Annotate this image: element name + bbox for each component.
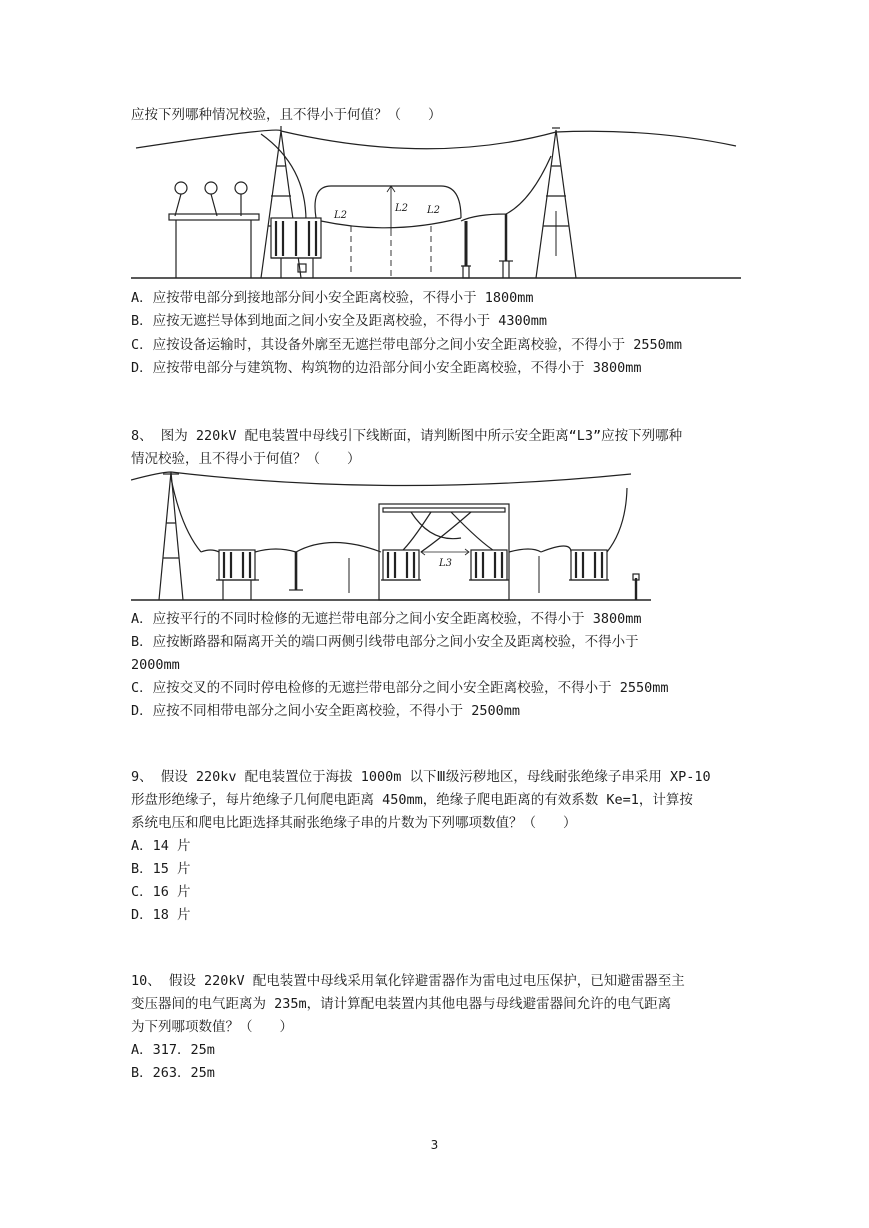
- q10-option-b: B．263．25m: [131, 1065, 215, 1081]
- q8-option-d: D．应按不同相带电部分之间小安全距离校验，不得小于 2500mm: [131, 703, 521, 719]
- q8-option-a: A．应按平行的不同时检修的无遮拦带电部分之间小安全距离校验，不得小于 3800mm: [131, 611, 642, 627]
- q7-option-b: B．应按无遮拦导体到地面之间小安全及距离校验，不得小于 4300mm: [131, 313, 548, 329]
- q9-option-b: B．15 片: [131, 861, 191, 877]
- q7-stem: 应按下列哪种情况校验，且不得小于何值？（ ）: [131, 107, 442, 123]
- q8-option-b-cont: 2000mm: [131, 657, 180, 673]
- q9-stem-line2: 形盘形绝缘子，每片绝缘子几何爬电距离 450mm，绝缘子爬电距离的有效系数 Ke=1，计算按: [131, 792, 693, 808]
- fig1-label-l2-left: L2: [334, 210, 348, 221]
- q10-stem-line3: 为下列哪项数值？（ ）: [131, 1019, 293, 1035]
- fig1-label-l2-right: L2: [427, 205, 441, 216]
- q8-option-c: C．应按交叉的不同时停电检修的无遮拦带电部分之间小安全距离校验，不得小于 2550mm: [131, 680, 669, 696]
- q9-stem-line1: 9、 假设 220kv 配电装置位于海拔 1000m 以下Ⅲ级污秽地区，母线耐张绝缘子串采用 XP-10: [131, 769, 711, 785]
- q7-option-d: D．应按带电部分与建筑物、构筑物的边沿部分间小安全距离校验，不得小于 3800mm: [131, 360, 642, 376]
- q7-option-c: C．应按设备运输时，其设备外廓至无遮拦带电部分之间小安全距离校验，不得小于 2550mm: [131, 337, 683, 353]
- page-number: 3: [430, 1138, 439, 1152]
- q10-stem-line2: 变压器间的电气距离为 235m，请计算配电装置内其他电器与母线避雷器间允许的电气距离: [131, 996, 672, 1012]
- fig2-label-l3: L3: [439, 558, 453, 569]
- fig1-label-l2-center: L2: [395, 203, 409, 214]
- q7-option-a: A．应按带电部分到接地部分间小安全距离校验，不得小于 1800mm: [131, 290, 534, 306]
- q9-option-a: A．14 片: [131, 838, 191, 854]
- figure-q7-section: [131, 126, 741, 284]
- q10-stem-line1: 10、 假设 220kV 配电装置中母线采用氧化锌避雷器作为雷电过电压保护，已知避雷器至主: [131, 973, 685, 989]
- q10-option-a: A．317．25m: [131, 1042, 215, 1058]
- q9-option-d: D．18 片: [131, 907, 191, 923]
- q8-option-b: B．应按断路器和隔离开关的端口两侧引线带电部分之间小安全及距离校验，不得小于: [131, 634, 639, 650]
- q9-option-c: C．16 片: [131, 884, 191, 900]
- q9-stem-line3: 系统电压和爬电比距选择其耐张绝缘子串的片数为下列哪项数值？（ ）: [131, 815, 577, 831]
- figure-q8-section: [131, 468, 651, 604]
- q8-stem-line1: 8、 图为 220kV 配电装置中母线引下线断面，请判断图中所示安全距离“L3”应按下列哪种: [131, 428, 683, 444]
- q8-stem-line2: 情况校验，且不得小于何值？（ ）: [131, 451, 361, 467]
